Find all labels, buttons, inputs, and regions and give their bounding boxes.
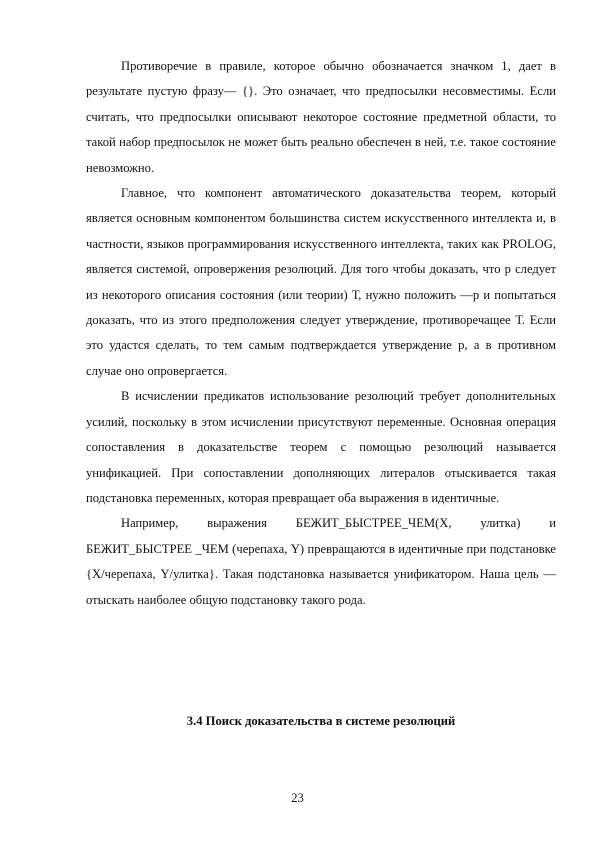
paragraph-theorem-proving: Главное, что компонент автоматического доказательства теорем, который является основным компонентом большинства систем искусственного интеллекта и, в частности, языков программирования искусственного интеллекта, таких как PROLOG, является системой, опровержения резолюций. Для того чтобы доказать, что р следует из некоторого описания состояния (или теории) Т, нужно положить —р и попытаться доказать, что из этого предположения следует утверждение, противоречащее Т. Если это удастся сделать, то тем самым подтверждается утверждение р, а в противном случае оно опровергается.	[86, 186, 556, 378]
paragraph-contradiction: Противоречие в правиле, которое обычно обозначается значком 1, дает в результате пустую фразу— {}. Это означает, что предпосылки несовместимы. Если считать, что предпосылки описывают некоторое состояние предметной области, то такой набор предпосылок не может быть реально обеспечен в ней, т.е. такое состояние невозможно.	[86, 59, 556, 175]
section-heading: 3.4 Поиск доказательства в системе резолюций	[186, 714, 456, 728]
paragraph-predicate-calculus: В исчислении предикатов использование резолюций требует дополнительных усилий, поскольку в этом исчислении присутствуют переменные. Основная операция сопоставления в доказательстве теорем с помощью резолюций называется унификацией. При сопоставлении дополняющих литералов отыскивается такая подстановка переменных, которая превращает оба выражения в идентичные.	[86, 389, 556, 505]
page-body	[86, 54, 556, 613]
paragraph-unification-example: Например, выражения БЕЖИТ_БЫСТРЕЕ_ЧЕМ(Х, улитка) и БЕЖИТ_БЫСТРЕЕ _ЧЕМ (черепаха, Y) превращаются в идентичные при подстановке {Х/черепаха, Y/улитка}. Такая подстановка называется унификатором. Наша цель — отыскать наиболее общую подстановку такого рода.	[86, 516, 556, 607]
page-number: 23	[291, 791, 304, 805]
